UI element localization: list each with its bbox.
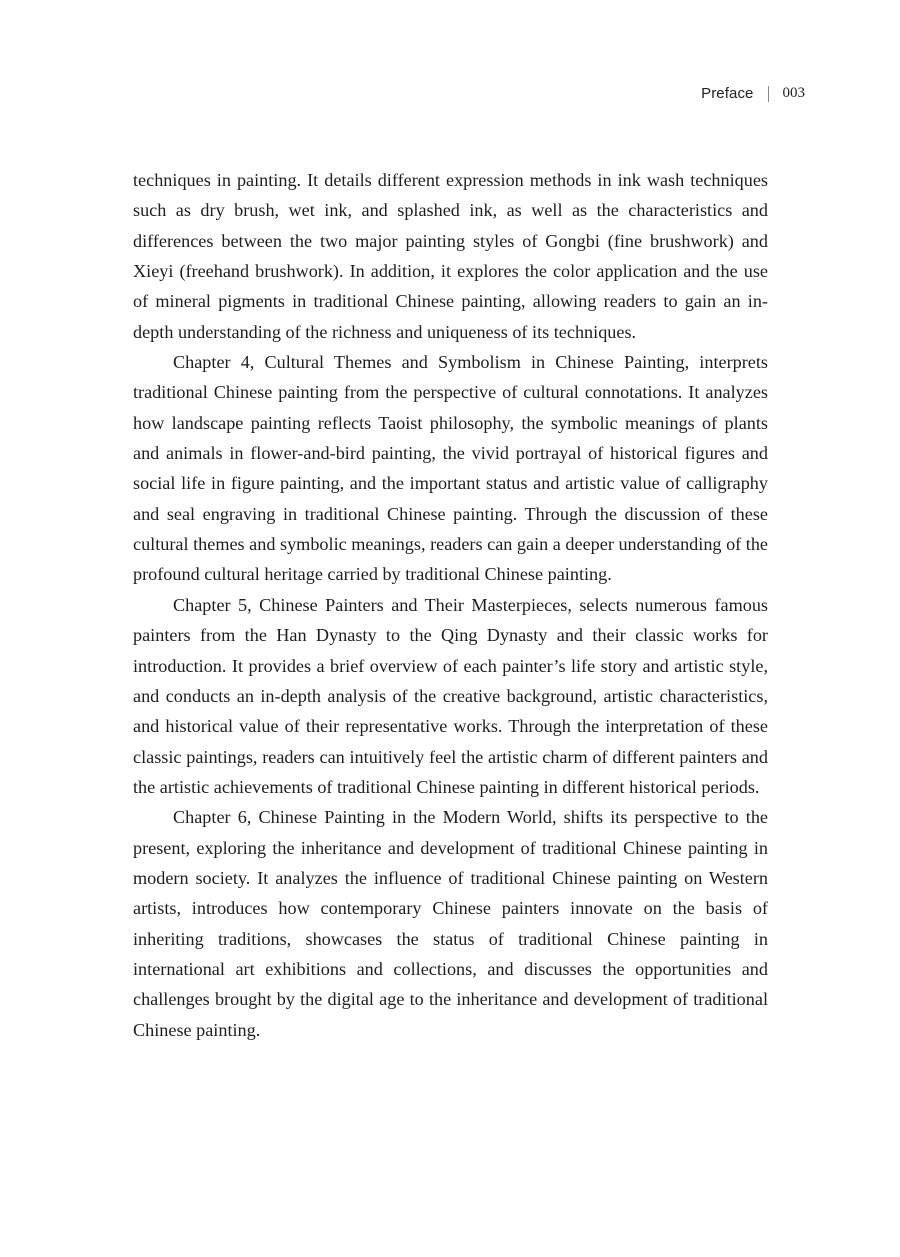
paragraph: techniques in painting. It details different expression methods in ink wash techniques such as dry brush, wet ink, and splashed ink, as well as the characteristics and differences between the two major painting styles of Gongbi (fine brushwork) and Xieyi (freehand brushwork). In addition, it explores the color application and the use of mineral pigments in traditional Chinese painting, allowing readers to gain an in-depth understanding of the richness and uniqueness of its techniques. (133, 170, 768, 342)
running-header (701, 85, 805, 102)
section-title: Preface (701, 85, 754, 102)
header-divider (768, 86, 769, 102)
paragraph-chapter-4: Chapter 4, Cultural Themes and Symbolism in Chinese Painting, interprets traditional Chinese painting from the perspective of cultural connotations. It analyzes how landscape painting reflects Taoist philosophy, the symbolic meanings of plants and animals in flower-and-bird painting, the vivid portrayal of historical figures and social life in figure painting, and the important status and artistic value of calligraphy and seal engraving in traditional Chinese painting. Through the discussion of these cultural themes and symbolic meanings, readers can gain a deeper understanding of the profound cultural heritage carried by traditional Chinese painting. (133, 352, 768, 585)
paragraph-chapter-6: Chapter 6, Chinese Painting in the Modern World, shifts its perspective to the present, exploring the inheritance and development of traditional Chinese painting in modern society. It analyzes the influence of traditional Chinese painting on Western artists, introduces how contemporary Chinese painters innovate on the basis of inheriting traditions, showcases the status of traditional Chinese painting in international art exhibitions and collections, and discusses the opportunities and challenges brought by the digital age to the inheritance and development of traditional Chinese painting. (133, 807, 768, 1040)
page-number: 003 (782, 85, 805, 101)
body-text (133, 165, 768, 1045)
paragraph-chapter-5: Chapter 5, Chinese Painters and Their Masterpieces, selects numerous famous painters from the Han Dynasty to the Qing Dynasty and their classic works for introduction. It provides a brief overview of each painter’s life story and artistic style, and conducts an in-depth analysis of the creative background, artistic characteristics, and historical value of their representative works. Through the interpretation of these classic paintings, readers can intuitively feel the artistic charm of different painters and the artistic achievements of traditional Chinese painting in different historical periods. (133, 594, 768, 797)
